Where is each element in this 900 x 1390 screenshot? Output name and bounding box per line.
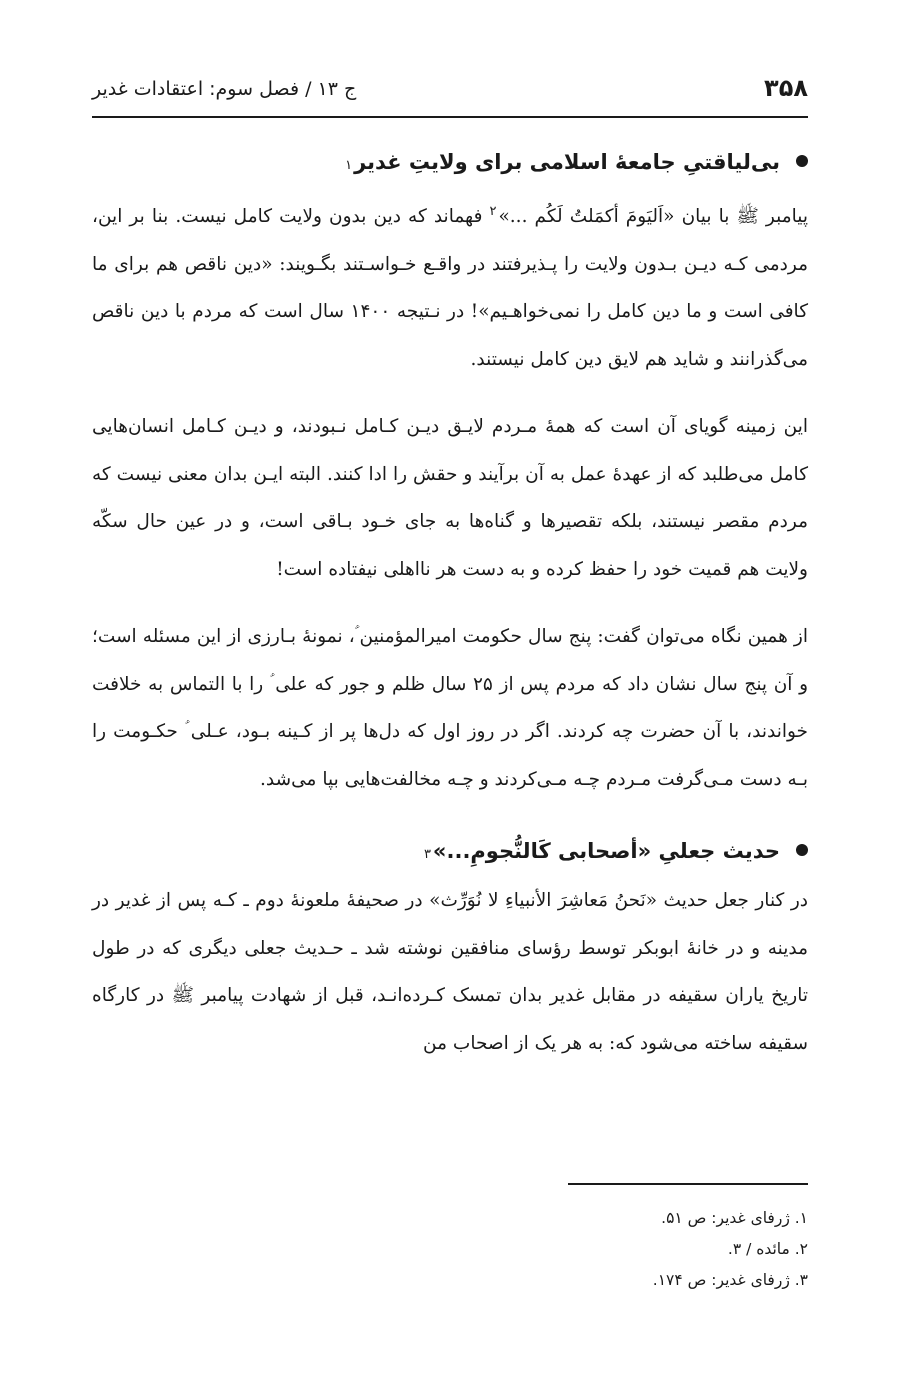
paragraph <box>92 188 808 383</box>
footnote-marker: ۳ <box>423 847 431 863</box>
page-number: ۳۵۸ <box>764 74 808 102</box>
section-heading <box>92 833 808 873</box>
footnote-marker: ۱ <box>345 158 353 173</box>
footnotes <box>92 1183 808 1296</box>
paragraph: در کنار جعل حدیث «نَحنُ مَعاشِرَ الأنبیاءِ لا نُوَرِّث» در صحیفهٔ ملعونهٔ دوم ـ کـه پس از غدیر در مدینه و در خانهٔ ابوبکر توسط رؤسای منافقین نوشته شد ـ حـدیث جعلی دیگری که در طول تاریخ یاران سقیفه در مقابل غدیر بدان تمسک کـرده‌انـد، قبل از شهادت پیامبر ﷺ در کارگاه سقیفه ساخته می‌شود که: به هر یک از اصحاب من <box>92 890 808 1054</box>
footnote-marker: ۲ <box>489 204 497 219</box>
section-2 <box>92 833 808 1067</box>
running-title: ج ۱۳ / فصل سوم: اعتقادات غدیر <box>92 78 357 100</box>
paragraph-text-start: پیامبر ﷺ با بیان «اَلیَومَ أکمَلتُ لَکُم ...» <box>498 206 808 228</box>
section-heading <box>92 144 808 184</box>
section-1 <box>92 144 808 803</box>
section-heading-text: حدیث جعلیِ «أصحابی کَالنُّجومِ...» <box>432 839 780 864</box>
running-header <box>92 60 808 118</box>
paragraph-text-rest: فهماند که دین بدون ولایت کامل نیست. بنا بر این، مردمی کـه دیـن بـدون ولایت را پـذیرفتند در واقـع خـواسـتند بگـویند: «دین ناقص هم برای ما کافی است و ما دین کامل را نمی‌خواهـیم»! در نـتیجه ۱۴۰۰ سال است که مردم با دین ناقص می‌گذرانند و شاید هم لایق دین کامل نیستند. <box>92 206 808 370</box>
footnote-divider <box>568 1183 808 1185</box>
book-page <box>92 60 808 1067</box>
bullet-icon <box>796 844 808 856</box>
paragraph: این زمینه گویای آن است که همهٔ مـردم لایـق دیـن کـامل نـبودند، و دیـن کـامل انسان‌هایی کامل می‌طلبد که از عهدهٔ عمل به آن برآیند و حقش را ادا کنند. البته ایـن بدان معنی نیست که مردم مقصر نیستند، بلکه تقصیرها و گناه‌ها به جای خـود بـاقی است، و در عین حال سکّه ولایت هم قمیت خود را حفظ کرده و به دست هر نااهلی نیفتاده است! <box>92 416 808 580</box>
footnote: ۲. مائده / ۳. <box>727 1240 808 1258</box>
footnote: ۱. ژرفای غدیر: ص ۵۱. <box>661 1209 808 1227</box>
footnote: ۳. ژرفای غدیر: ص ۱۷۴. <box>652 1271 808 1289</box>
section-heading-text: بی‌لیاقتیِ جامعهٔ اسلامی برای ولایتِ غدیر <box>354 150 780 174</box>
paragraph: از همین نگاه می‌توان گفت: پنج سال حکومت امیرالمؤمنین ؑ، نمونهٔ بـارزی از این مسئله است؛ و آن پنج سال نشان داد که مردم پس از ۲۵ سال ظلم و جور که علی ؑ را با التماس به خلافت خواندند، با آن حضرت چه کردند. اگر در روز اول که دل‌ها پر از کـینه بـود، عـلی ؑ حکـومت را بـه دست مـی‌گرفت مـردم چـه مـی‌کردند و چـه مخالفت‌هایی بپا می‌شد. <box>92 626 808 790</box>
bullet-icon <box>796 155 808 167</box>
